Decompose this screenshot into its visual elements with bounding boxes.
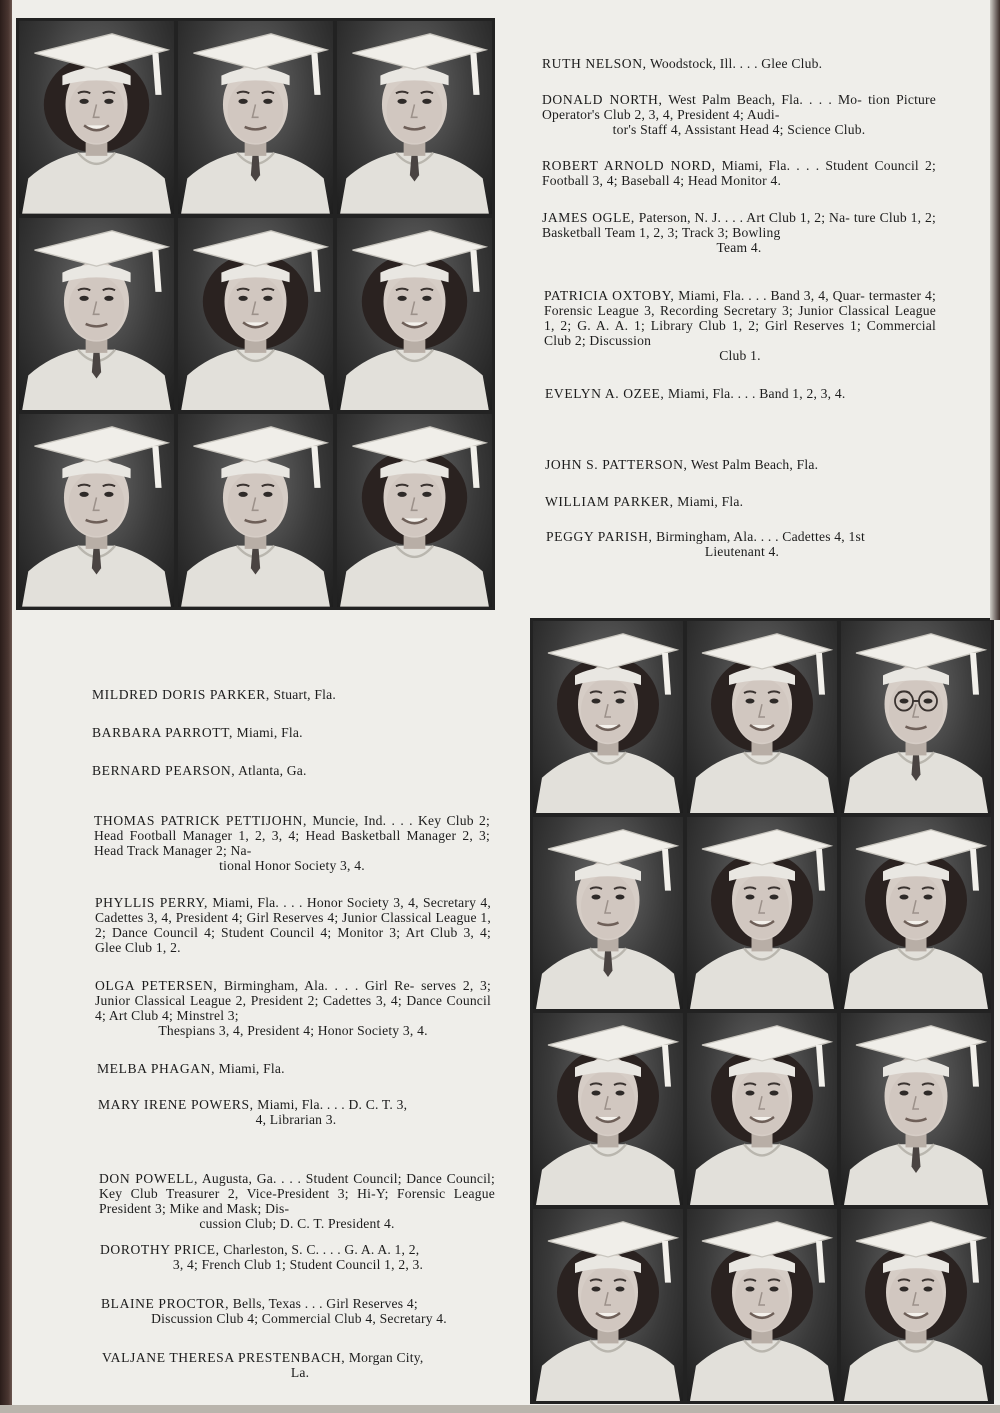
senior-entry [92, 725, 490, 740]
senior-activities: Miami, Fla. . . . Student Council 2; Football 3, 4; Baseball 4; Head Monitor 4. [542, 158, 936, 188]
portrait-photo [178, 218, 333, 411]
senior-entry [101, 1296, 497, 1326]
portrait-figure [178, 21, 333, 214]
senior-name: PATRICIA OXTOBY, [544, 288, 675, 303]
portrait-figure [687, 621, 837, 813]
senior-name: DOROTHY PRICE, [100, 1242, 220, 1257]
portrait-figure [533, 817, 683, 1009]
senior-entry [545, 494, 937, 509]
portrait-figure [178, 218, 333, 411]
senior-entry [92, 763, 490, 778]
senior-entry [102, 1350, 498, 1380]
portrait-photo [178, 21, 333, 214]
senior-name: DON POWELL, [99, 1171, 198, 1186]
senior-activities-cont: Team 4. [716, 240, 762, 255]
senior-name: ROBERT ARNOLD NORD, [542, 158, 716, 173]
senior-activities: West Palm Beach, Fla. . . . Mo- tion Picture Operator's Club 2, 3, 4, President 4; Audi- [542, 92, 936, 122]
senior-entry [542, 158, 936, 188]
portrait-photo [178, 414, 333, 607]
senior-entry [94, 813, 490, 873]
senior-activities: Bells, Texas . . . Girl Reserves 4; [232, 1296, 418, 1311]
portrait-figure [687, 817, 837, 1009]
senior-activities-cont: tional Honor Society 3, 4. [219, 858, 365, 873]
senior-activities: Atlanta, Ga. [238, 763, 307, 778]
portrait-figure [841, 1209, 991, 1401]
senior-activities-cont: Thespians 3, 4, President 4; Honor Society 3, 4. [158, 1023, 428, 1038]
portrait-figure [19, 21, 174, 214]
senior-activities: Miami, Fla. . . . Band 1, 2, 3, 4. [668, 386, 846, 401]
portrait-photo [533, 817, 683, 1009]
senior-activities: Miami, Fla. [236, 725, 303, 740]
senior-activities: West Palm Beach, Fla. [690, 457, 819, 472]
page-edge-shadow [990, 0, 1000, 620]
portrait-figure [337, 21, 492, 214]
portrait-photo [337, 414, 492, 607]
portrait-photo [19, 414, 174, 607]
page-bottom-edge [0, 1405, 1000, 1413]
senior-entry [99, 1171, 495, 1231]
senior-name: MILDRED DORIS PARKER, [92, 687, 270, 702]
senior-entry [100, 1242, 496, 1272]
senior-activities: Birmingham, Ala. . . . Cadettes 4, 1st [656, 529, 865, 544]
portrait-figure [533, 1013, 683, 1205]
portrait-figure [337, 218, 492, 411]
portrait-photo [533, 1209, 683, 1401]
senior-activities: Stuart, Fla. [273, 687, 336, 702]
portrait-photo [687, 1209, 837, 1401]
senior-activities-cont: Discussion Club 4; Commercial Club 4, Secretary 4. [151, 1311, 447, 1326]
portrait-photo [337, 21, 492, 214]
senior-name: OLGA PETERSEN, [95, 978, 218, 993]
senior-entry [542, 56, 936, 71]
portrait-figure [687, 1209, 837, 1401]
portrait-figure [841, 817, 991, 1009]
senior-name: VALJANE THERESA PRESTENBACH, [102, 1350, 346, 1365]
senior-activities: Charleston, S. C. . . . G. A. A. 1, 2, [223, 1242, 420, 1257]
portrait-figure [19, 218, 174, 411]
senior-entry [545, 457, 937, 472]
portrait-photo [533, 621, 683, 813]
senior-activities-cont: Lieutenant 4. [704, 544, 780, 559]
portrait-figure [533, 1209, 683, 1401]
senior-activities: Woodstock, Ill. . . . Glee Club. [649, 56, 823, 71]
senior-name: PHYLLIS PERRY, [95, 895, 209, 910]
senior-activities: Miami, Fla. [677, 494, 744, 509]
senior-entry [95, 895, 491, 955]
senior-name: EVELYN A. OZEE, [545, 386, 665, 401]
portrait-figure [533, 621, 683, 813]
top-photo-grid [16, 18, 495, 610]
senior-activities: Birmingham, Ala. . . . Girl Re- serves 2, 3; Junior Classical League 2, President 2; Cadettes 3, 4; Dance Council 4; Art Club 4; Minstrel 3; [95, 978, 491, 1023]
senior-entry [97, 1061, 493, 1076]
senior-entry [92, 687, 490, 702]
portrait-photo [841, 817, 991, 1009]
senior-activities: Paterson, N. J. . . . Art Club 1, 2; Na- ture Club 1, 2; Basketball Team 1, 2, 3; Track 3; Bowling [542, 210, 936, 240]
senior-activities: Miami, Fla. [218, 1061, 285, 1076]
senior-name: PEGGY PARISH, [546, 529, 653, 544]
portrait-figure [178, 414, 333, 607]
portrait-figure [19, 414, 174, 607]
senior-name: WILLIAM PARKER, [545, 494, 674, 509]
senior-name: RUTH NELSON, [542, 56, 647, 71]
senior-activities: Miami, Fla. . . . Honor Society 3, 4, Secretary 4, Cadettes 3, 4, President 4; Girl Reserves 4; Junior Classical League 1, 2; Dance Council 4; Student Council 4; Monitor 3; Art Club 3, 4; Glee Club 1, 2. [95, 895, 491, 955]
portrait-photo [841, 1013, 991, 1205]
portrait-figure [841, 621, 991, 813]
portrait-photo [687, 1013, 837, 1205]
senior-name: THOMAS PATRICK PETTIJOHN, [94, 813, 308, 828]
portrait-photo [533, 1013, 683, 1205]
senior-activities-cont: 4, Librarian 3. [255, 1112, 337, 1127]
portrait-figure [841, 1013, 991, 1205]
portrait-photo [19, 218, 174, 411]
senior-entry [98, 1097, 494, 1127]
senior-activities: Miami, Fla. . . . Band 3, 4, Quar- termaster 4; Forensic League 3, Recording Secretary 3; Junior Classical League 1, 2; G. A. A. 1; Library Club 1, 2; Girl Reserves 1; Commercial Club 2; Discussion [544, 288, 937, 348]
book-binding [0, 0, 12, 1413]
senior-name: JAMES OGLE, [542, 210, 635, 225]
senior-activities-cont: Club 1. [719, 348, 761, 363]
senior-activities-cont: tor's Staff 4, Assistant Head 4; Science Club. [612, 122, 866, 137]
senior-entry [542, 210, 936, 255]
senior-activities: Muncie, Ind. . . . Key Club 2; Head Football Manager 1, 2, 3, 4; Head Basketball Manager 2, 3; Head Track Manager 2; Na- [94, 813, 490, 858]
senior-activities: Augusta, Ga. . . . Student Council; Dance Council; Key Club Treasurer 2, Vice-President 3; Hi-Y; Forensic League President 3; Mike and Mask; Dis- [99, 1171, 495, 1216]
portrait-photo [337, 218, 492, 411]
portrait-photo [841, 1209, 991, 1401]
senior-name: BLAINE PROCTOR, [101, 1296, 230, 1311]
senior-name: BERNARD PEARSON, [92, 763, 236, 778]
senior-entry [546, 529, 938, 559]
senior-name: BARBARA PARROTT, [92, 725, 234, 740]
senior-entry [544, 288, 936, 363]
senior-activities: Miami, Fla. . . . D. C. T. 3, [257, 1097, 408, 1112]
senior-activities-cont: La. [290, 1365, 310, 1380]
bottom-photo-grid [530, 618, 994, 1404]
senior-name: DONALD NORTH, [542, 92, 663, 107]
senior-name: MELBA PHAGAN, [97, 1061, 216, 1076]
senior-activities-cont: 3, 4; French Club 1; Student Council 1, 2, 3. [172, 1257, 424, 1272]
yearbook-page [12, 0, 1000, 1413]
portrait-photo [19, 21, 174, 214]
senior-activities-cont: cussion Club; D. C. T. President 4. [199, 1216, 395, 1231]
senior-entry [542, 92, 936, 137]
portrait-photo [841, 621, 991, 813]
senior-name: JOHN S. PATTERSON, [545, 457, 688, 472]
senior-name: MARY IRENE POWERS, [98, 1097, 254, 1112]
senior-entry [95, 978, 491, 1038]
senior-entry [545, 386, 937, 401]
portrait-photo [687, 817, 837, 1009]
senior-activities: Morgan City, [348, 1350, 424, 1365]
portrait-figure [337, 414, 492, 607]
portrait-photo [687, 621, 837, 813]
portrait-figure [687, 1013, 837, 1205]
